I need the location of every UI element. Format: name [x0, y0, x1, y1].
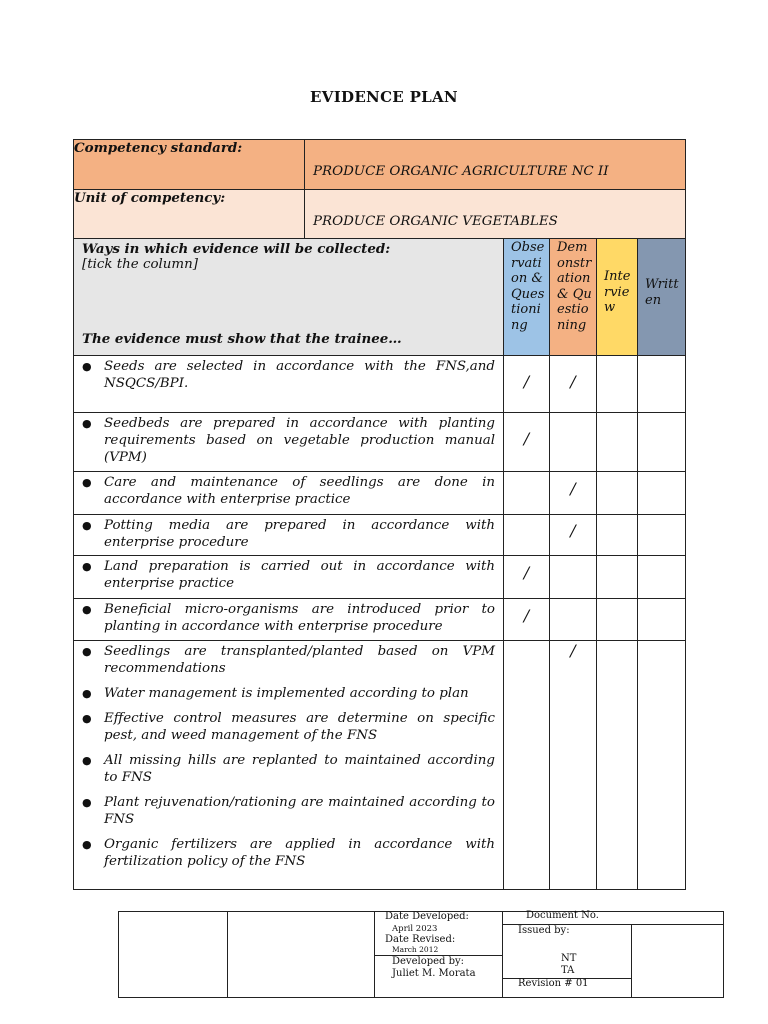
criteria-cell — [74, 515, 504, 556]
column-observation — [504, 239, 550, 356]
tick-observation — [504, 599, 550, 641]
criteria-row — [74, 472, 686, 515]
date-developed-label: Date Developed: — [385, 911, 469, 922]
tick-interview — [597, 515, 638, 556]
footer-blank-box — [631, 924, 724, 998]
issued-by-line2: TA — [561, 965, 575, 976]
criterion-item: ● Seedbeds are prepared in accordance with planting requirements based on vegetable production manual (VPM) — [74, 415, 503, 466]
tick-mark: / — [523, 372, 530, 391]
unit-of-competency-value: PRODUCE ORGANIC VEGETABLES — [313, 214, 558, 229]
criterion-item: ● Care and maintenance of seedlings are done in accordance with enterprise practice — [74, 474, 503, 508]
column-demonstration — [550, 239, 597, 356]
criteria-row — [74, 599, 686, 641]
column-interview-label: Interview — [604, 269, 631, 316]
tick-demonstration — [550, 515, 597, 556]
column-interview — [597, 239, 638, 356]
tick-demonstration — [550, 413, 597, 472]
tick-mark: / — [523, 429, 530, 448]
criterion-item: ● Plant rejuvenation/rationing are maintained according to FNS — [74, 794, 503, 828]
tick-mark: / — [570, 521, 576, 540]
tick-observation — [504, 472, 550, 515]
evidence-label: The evidence must show that the trainee… — [82, 331, 402, 347]
tick-demonstration — [550, 356, 597, 413]
criterion-item: ● Effective control measures are determine on specific pest, and weed management of the FNS — [74, 710, 503, 744]
criterion-item: ● Organic fertilizers are applied in accordance with fertilization policy of the FNS — [74, 836, 503, 870]
competency-standard-row — [74, 140, 686, 190]
tick-observation — [504, 515, 550, 556]
tick-demonstration — [550, 599, 597, 641]
tick-observation — [504, 356, 550, 413]
tick-written — [638, 599, 686, 641]
tick-written — [638, 515, 686, 556]
column-observation-label: Observation & Questioning — [511, 240, 545, 333]
criteria-cell — [74, 413, 504, 472]
criteria-cell — [74, 556, 504, 599]
tick-demonstration — [550, 472, 597, 515]
tick-mark: / — [570, 479, 576, 498]
tick-written — [638, 472, 686, 515]
criteria-cell — [74, 599, 504, 641]
unit-of-competency-label: Unit of competency: — [74, 190, 305, 239]
document-no-label: Document No. — [526, 910, 599, 921]
tick-interview — [597, 356, 638, 413]
column-written — [638, 239, 686, 356]
footer-logo-box — [118, 911, 228, 998]
tick-interview — [597, 472, 638, 515]
tick-written — [638, 356, 686, 413]
tick-written — [638, 413, 686, 472]
criteria-cell — [74, 356, 504, 413]
ways-cell — [74, 239, 504, 356]
tick-demonstration — [550, 556, 597, 599]
tick-mark: / — [570, 641, 576, 660]
criterion-item: ● Water management is implemented according to plan — [74, 685, 503, 702]
date-revised-value: March 2012 — [392, 945, 439, 954]
header-row — [74, 239, 686, 356]
tick-observation — [504, 641, 550, 890]
criteria-row — [74, 641, 686, 890]
criteria-row — [74, 413, 686, 472]
evidence-plan-table — [73, 139, 686, 890]
criteria-cell — [74, 472, 504, 515]
tick-mark: / — [523, 606, 530, 625]
column-demonstration-label: Demonstration & Questioning — [557, 240, 592, 333]
tick-demonstration — [550, 641, 597, 890]
tick-mark: / — [523, 563, 530, 582]
ways-subheading: [tick the column] — [82, 257, 198, 272]
issued-by-label: Issued by: — [518, 925, 570, 936]
date-developed-value: April 2023 — [392, 924, 438, 934]
criterion-item: ● Beneficial micro-organisms are introduced prior to planting in accordance with enterprise procedure — [74, 601, 503, 635]
document-footer — [118, 911, 724, 998]
criteria-row — [74, 356, 686, 413]
column-written-label: Written — [645, 277, 679, 308]
criteria-row — [74, 515, 686, 556]
criterion-item: ● Seeds are selected in accordance with the FNS,and NSQCS/BPI. — [74, 358, 503, 392]
criterion-item: ● Potting media are prepared in accordance with enterprise procedure — [74, 517, 503, 551]
developed-by-label: Developed by: — [392, 956, 465, 967]
footer-title-box — [227, 911, 375, 998]
ways-heading: Ways in which evidence will be collected: — [82, 241, 391, 257]
tick-written — [638, 556, 686, 599]
tick-interview — [597, 556, 638, 599]
unit-of-competency-cell — [305, 190, 686, 239]
unit-of-competency-row — [74, 190, 686, 239]
tick-observation — [504, 556, 550, 599]
criteria-cell — [74, 641, 504, 890]
tick-observation — [504, 413, 550, 472]
tick-written — [638, 641, 686, 890]
developed-by-value: Juliet M. Morata — [392, 968, 476, 979]
criteria-row — [74, 556, 686, 599]
tick-interview — [597, 641, 638, 890]
competency-standard-cell — [305, 140, 686, 190]
competency-standard-value: PRODUCE ORGANIC AGRICULTURE NC II — [313, 164, 609, 179]
date-revised-label: Date Revised: — [385, 934, 456, 945]
competency-standard-label: Competency standard: — [74, 140, 305, 190]
tick-interview — [597, 413, 638, 472]
criterion-item: ● Land preparation is carried out in accordance with enterprise practice — [74, 558, 503, 592]
tick-interview — [597, 599, 638, 641]
page-title: EVIDENCE PLAN — [310, 88, 458, 106]
revision-number: Revision # 01 — [518, 978, 589, 989]
tick-mark: / — [570, 372, 576, 391]
criterion-item: ● All missing hills are replanted to maintained according to FNS — [74, 752, 503, 786]
issued-by-line1: NT — [561, 953, 577, 964]
criterion-item: ● Seedlings are transplanted/planted based on VPM recommendations — [74, 643, 503, 677]
